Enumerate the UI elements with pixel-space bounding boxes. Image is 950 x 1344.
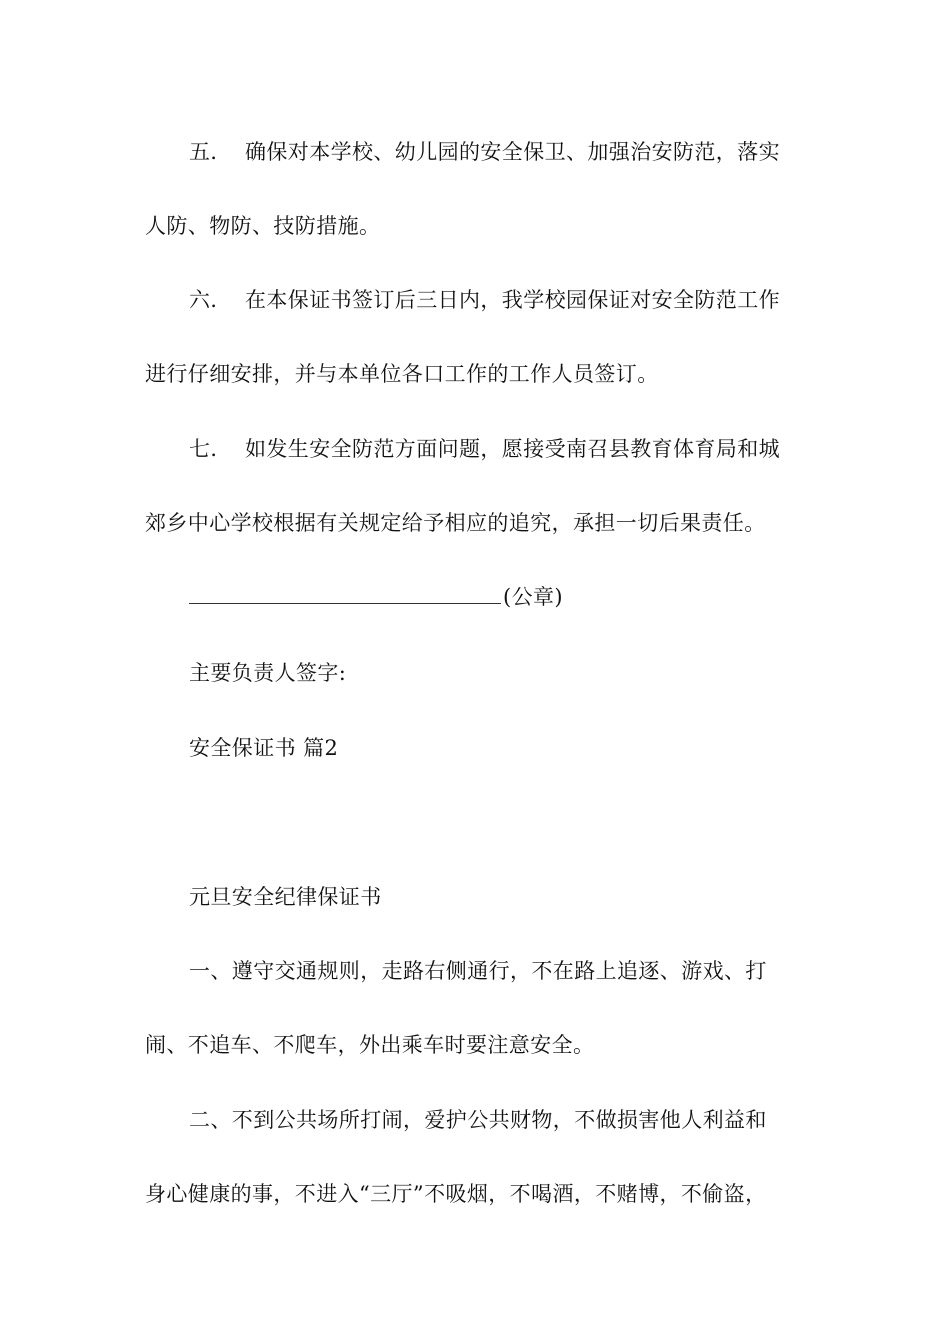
signature-label: 主要负责人签字: [189, 661, 347, 685]
section-heading: 安全保证书 篇2 [189, 736, 339, 760]
clause-6-text: 在本保证书签订后三日内，我学校园保证对安全防范工作 [245, 288, 780, 312]
clause-7-line-1 [189, 434, 780, 464]
clause-6-line-1 [189, 285, 780, 315]
rule-2-line-2: 身心健康的事，不进入“三厅”不吸烟，不喝酒，不赌博，不偷盗， [145, 1182, 767, 1206]
clause-7-text: 如发生安全防范方面问题，愿接受南召县教育体育局和城 [245, 437, 780, 461]
clause-7-number: 七． [189, 437, 232, 461]
clause-5-line-1 [189, 137, 780, 167]
subtitle: 元旦安全纪律保证书 [189, 885, 382, 909]
seal-blank-line [189, 585, 501, 604]
clause-5-number: 五． [189, 140, 232, 164]
clause-6-number: 六． [189, 288, 232, 312]
clause-7-line-2: 郊乡中心学校根据有关规定给予相应的追究，承担一切后果责任。 [145, 511, 766, 535]
rule-1-line-2: 闹、不追车、不爬车，外出乘车时要注意安全。 [145, 1033, 595, 1057]
clause-5-line-2: 人防、物防、技防措施。 [145, 214, 381, 238]
seal-label: (公章) [503, 585, 563, 609]
rule-1-line-1: 一、遵守交通规则，走路右侧通行，不在路上追逐、游戏、打 [189, 959, 767, 983]
clause-6-line-2: 进行仔细安排，并与本单位各口工作的工作人员签订。 [145, 362, 659, 386]
rule-2-line-1: 二、不到公共场所打闹，爱护公共财物，不做损害他人利益和 [189, 1108, 767, 1132]
clause-5-text: 确保对本学校、幼儿园的安全保卫、加强治安防范，落实 [245, 140, 780, 164]
seal-line [189, 582, 563, 612]
